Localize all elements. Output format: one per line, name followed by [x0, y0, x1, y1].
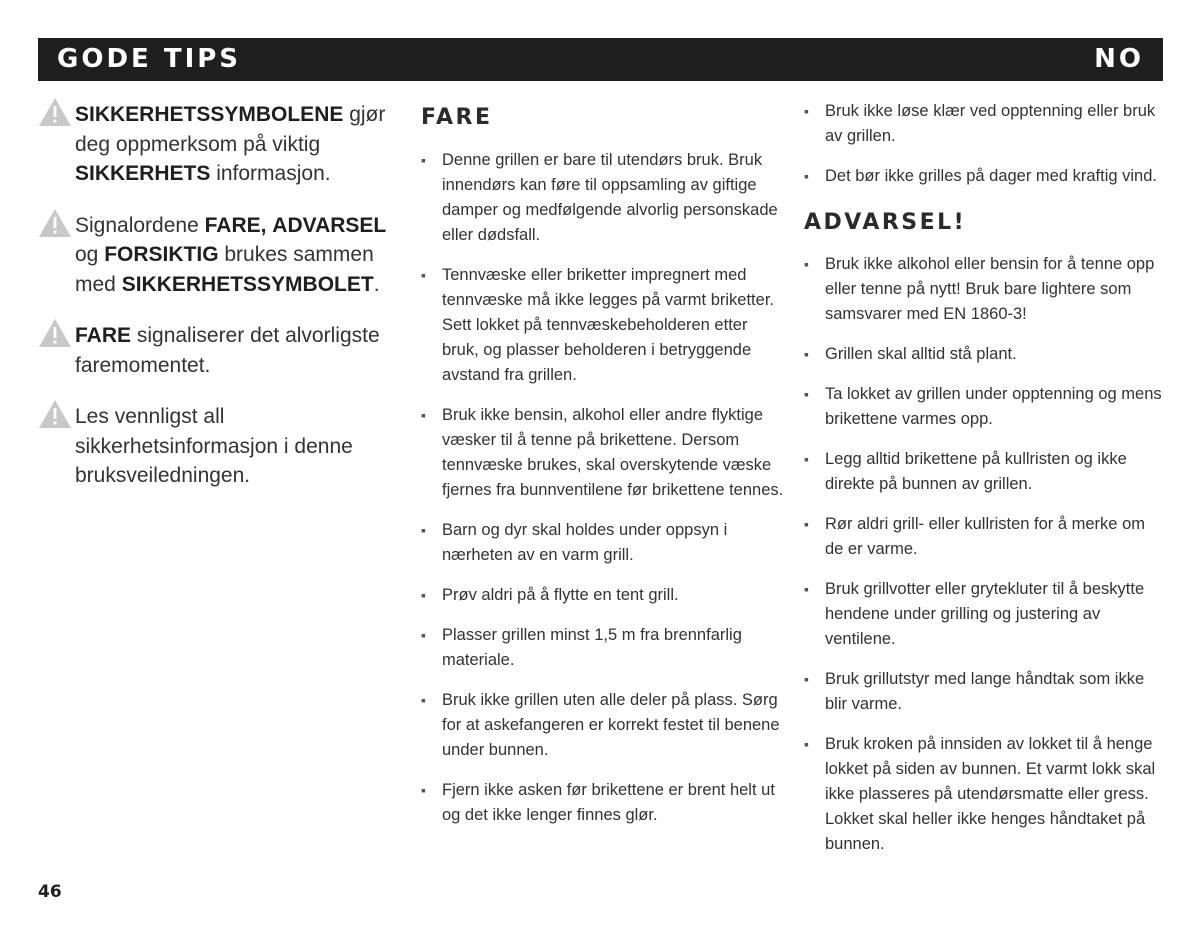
intro-text: . [373, 272, 380, 296]
list-item [421, 688, 786, 763]
list-item [421, 263, 786, 388]
list-item [421, 583, 786, 608]
warning-triangle-icon [38, 399, 72, 429]
list-item-text: Rør aldri grill- eller kullristen for å merke om de er varme. [825, 515, 1145, 558]
bullet-icon: ▪ [421, 407, 426, 423]
list-item-text: Bruk ikke alkohol eller bensin for å tenne opp eller tenne på nytt! Bruk bare lightere som samsvarer med EN 1860-3! [825, 255, 1155, 323]
language-code: NO [1094, 44, 1144, 74]
warning-triangle-icon [38, 208, 72, 238]
fare-heading: FARE [421, 105, 493, 130]
list-item [804, 512, 1166, 562]
bullet-icon: ▪ [421, 152, 426, 168]
list-item-text: Bruk grillvotter eller grytekluter til å beskytte hendene under grilling og justering av ventilene. [825, 580, 1145, 648]
bullet-icon: ▪ [421, 692, 426, 708]
advarsel-column [804, 99, 1166, 872]
list-item [421, 148, 786, 248]
list-item-text: Plasser grillen minst 1,5 m fra brennfarlig materiale. [442, 626, 742, 669]
bullet-icon: ▪ [804, 256, 809, 272]
intro-text: informasjon. [210, 162, 331, 185]
intro-strong: FARE [75, 324, 132, 347]
intro-paragraph-1 [38, 100, 403, 189]
intro-text: gjør deg oppmerksom på viktig [75, 103, 386, 156]
list-item-text: Barn og dyr skal holdes under oppsyn i nærheten av en varm grill. [442, 521, 728, 564]
list-item-text: Grillen skal alltid stå plant. [825, 345, 1017, 363]
bullet-icon: ▪ [804, 736, 809, 752]
page-number: 46 [38, 882, 62, 902]
list-item [804, 667, 1166, 717]
bullet-icon: ▪ [421, 587, 426, 603]
bullet-icon: ▪ [804, 346, 809, 362]
warning-triangle-icon [38, 318, 72, 348]
fare-column [421, 102, 786, 843]
fare-list [421, 148, 786, 828]
list-item [804, 382, 1166, 432]
intro-text: Les vennligst all sikkerhetsinformasjon i denne bruksveiledningen. [75, 405, 353, 487]
intro-strong: SIKKERHETSSYMBOLET [121, 272, 374, 296]
list-item-text: Bruk grillutstyr med lange håndtak som ikke blir varme. [825, 670, 1145, 713]
intro-text: Signalordene [75, 213, 205, 237]
list-item [804, 342, 1166, 367]
list-item-text: Bruk ikke bensin, alkohol eller andre flyktige væsker til å tenne på brikettene. Dersom tennvæske brukes, skal overskytende væske fjernes fra bunnventilene før brikettene tennes. [442, 406, 784, 499]
warning-triangle-icon [38, 97, 72, 127]
intro-strong: FARE, [204, 213, 267, 237]
list-item [804, 99, 1166, 149]
bullet-icon: ▪ [421, 627, 426, 643]
intro-text: signaliserer det alvorligste faremomentet. [75, 324, 380, 377]
list-item-text: Denne grillen er bare til utendørs bruk. Bruk innendørs kan føre til oppsamling av giftige damper og medfølgende alvorlig personskade eller dødsfall. [442, 151, 778, 244]
bullet-icon: ▪ [421, 267, 426, 283]
intro-strong: FORSIKTIG [104, 243, 219, 266]
page-title: GODE TIPS [57, 44, 242, 74]
list-item [804, 164, 1166, 189]
list-item [421, 623, 786, 673]
bullet-icon: ▪ [421, 522, 426, 538]
intro-strong: SIKKERHETSSYMBOLENE [75, 103, 344, 126]
list-item-text: Fjern ikke asken før brikettene er brent helt ut og det ikke lenger finnes glør. [442, 781, 775, 824]
intro-paragraph-3 [38, 321, 403, 380]
list-item [804, 577, 1166, 652]
list-item-text: Bruk ikke grillen uten alle deler på plass. Sørg for at askefangeren er korrekt festet til benene under bunnen. [442, 691, 780, 759]
list-item [804, 732, 1166, 857]
bullet-icon: ▪ [804, 103, 809, 119]
list-item-text: Bruk kroken på innsiden av lokket til å henge lokket på siden av bunnen. Et varmt lokk skal ikke plasseres på utendørsmatte eller gress. Lokket skal heller ikke henges håndtaket på bunnen. [825, 735, 1156, 853]
fare-continued-list [804, 99, 1166, 189]
page-header-bar [38, 38, 1163, 81]
intro-paragraph-2 [38, 211, 403, 300]
intro-text: brukes sammen med [75, 243, 374, 296]
list-item [421, 778, 786, 828]
intro-strong: ADVARSEL [272, 213, 387, 237]
list-item-text: Tennvæske eller briketter impregnert med tennvæske må ikke legges på varmt briketter. Sett lokket på tennvæskebeholderen etter bruk, og plasser beholderen i betryggende avstand fra grillen. [442, 266, 774, 384]
bullet-icon: ▪ [804, 581, 809, 597]
bullet-icon: ▪ [804, 168, 809, 184]
advarsel-list [804, 252, 1166, 857]
bullet-icon: ▪ [804, 671, 809, 687]
bullet-icon: ▪ [804, 516, 809, 532]
list-item [804, 252, 1166, 327]
intro-column [38, 100, 403, 513]
list-item [804, 447, 1166, 497]
list-item-text: Prøv aldri på å flytte en tent grill. [442, 586, 679, 604]
bullet-icon: ▪ [421, 782, 426, 798]
list-item [421, 518, 786, 568]
intro-strong: SIKKERHETS [75, 162, 211, 185]
list-item-text: Det bør ikke grilles på dager med kraftig vind. [825, 167, 1157, 185]
intro-paragraph-4 [38, 402, 403, 491]
advarsel-heading: ADVARSEL! [804, 210, 967, 235]
intro-text: og [75, 243, 105, 266]
list-item-text: Ta lokket av grillen under opptenning og mens brikettene varmes opp. [825, 385, 1162, 428]
list-item-text: Legg alltid brikettene på kullristen og ikke direkte på bunnen av grillen. [825, 450, 1127, 493]
list-item-text: Bruk ikke løse klær ved opptenning eller bruk av grillen. [825, 102, 1156, 145]
bullet-icon: ▪ [804, 386, 809, 402]
list-item [421, 403, 786, 503]
bullet-icon: ▪ [804, 451, 809, 467]
